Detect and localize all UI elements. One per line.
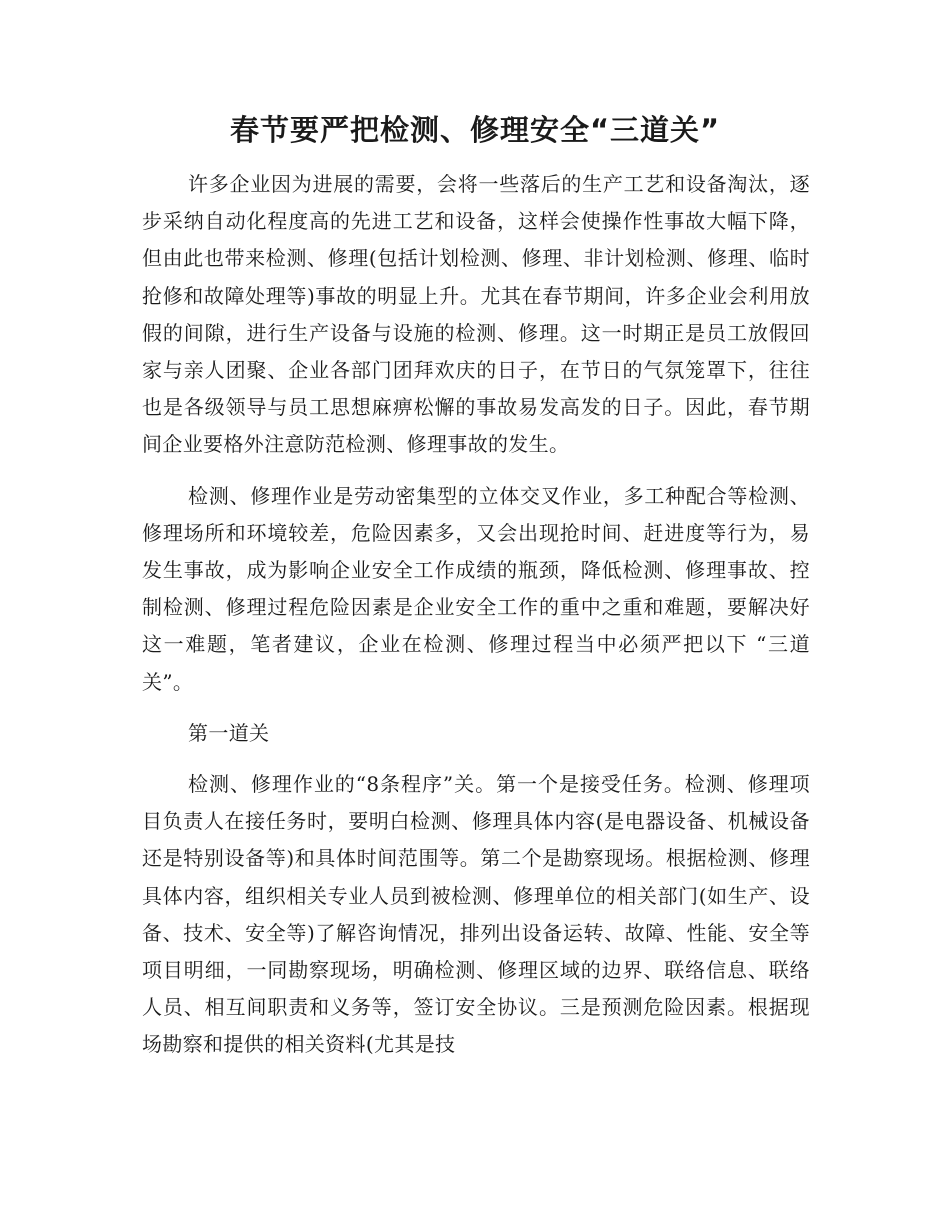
- document-title: 春节要严把检测、修理安全“三道关”: [229, 113, 721, 147]
- paragraph-first-gate: 检测、修理作业的“8条程序”关。第一个是接受任务。检测、修理项目负责人在接任务时，要明白检测、修理具体内容(是电器设备、机械设备还是特别设备等)和具体时间范围等。第二个是勘察现场。根据检测、修理具体内容，组织相关专业人员到被检测、修理单位的相关部门(如生产、设备、技术、安全等)了解咨询情况，排列出设备运转、故障、性能、安全等项目明细，一同勘察现场，明确检测、修理区域的边界、联络信息、联络人员、相互间职责和义务等，签订安全协议。三是预测危险因素。根据现场勘察和提供的相关资料(尤其是技: [142, 772, 810, 1057]
- section-heading-first-gate: 第一道关: [188, 720, 270, 745]
- paragraph-overview: 检测、修理作业是劳动密集型的立体交叉作业，多工种配合等检测、修理场所和环境较差，危险因素多，又会出现抢时间、赶进度等行为，易发生事故，成为影响企业安全工作成绩的瓶颈，降低检测、修理事故、控制检测、修理过程危险因素是企业安全工作的重中之重和难题，要解决好这一难题，笔者建议，企业在检测、修理过程当中必须严把以下 “三道关”。: [142, 483, 811, 694]
- document-body: [142, 166, 810, 1078]
- paragraph-intro: 许多企业因为进展的需要，会将一些落后的生产工艺和设备淘汰，逐步采纳自动化程度高的先进工艺和设备，这样会使操作性事故大幅下降，但由此也带来检测、修理(包括计划检测、修理、非计划检测、修理、临时抢修和故障处理等)事故的明显上升。尤其在春节期间，许多企业会利用放假的间隙，进行生产设备与设施的检测、修理。这一时期正是员工放假回家与亲人团聚、企业各部门团拜欢庆的日子，在节日的气氛笼罩下，往往也是各级领导与员工思想麻痹松懈的事故易发高发的日子。因此，春节期间企业要格外注意防范检测、修理事故的发生。: [142, 172, 810, 457]
